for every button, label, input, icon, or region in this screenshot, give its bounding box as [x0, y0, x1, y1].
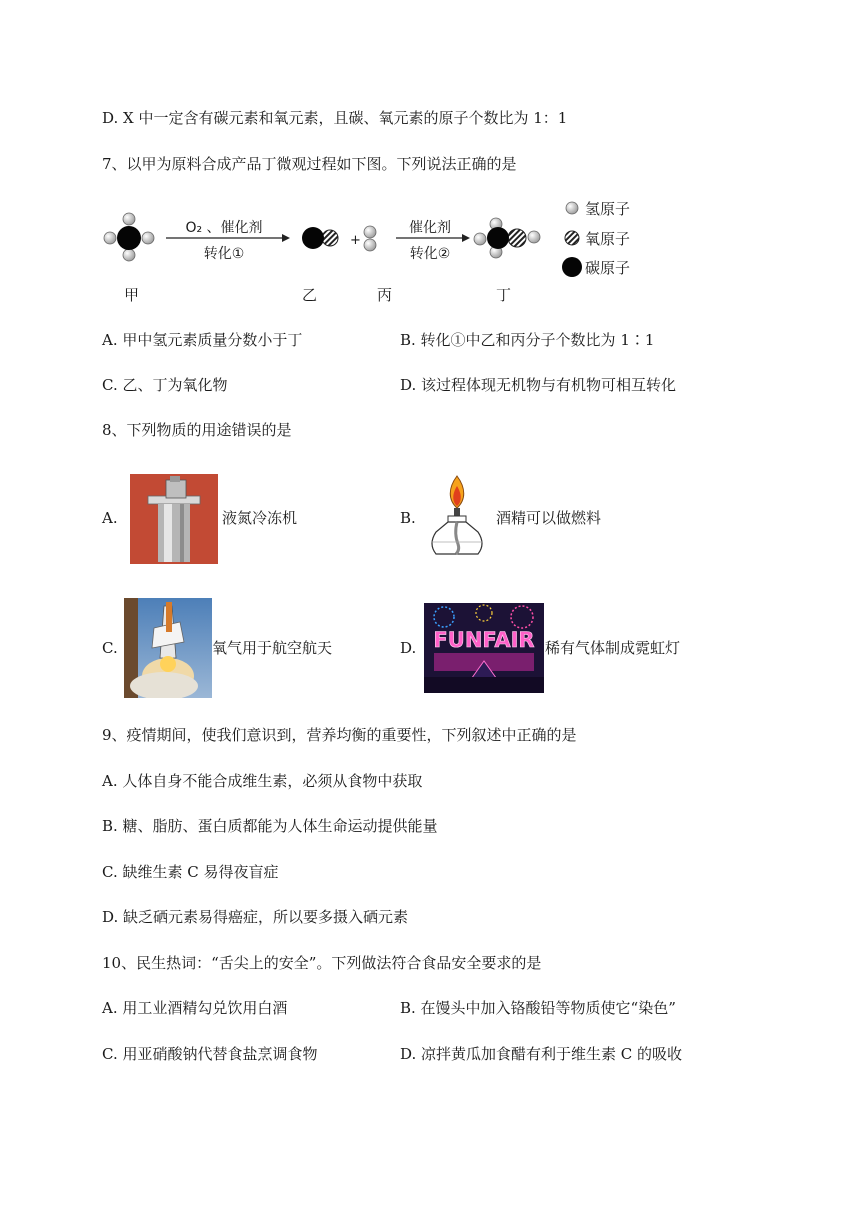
q9-option-a[interactable]: A. 人体自身不能合成维生素，必须从食物中获取 [102, 772, 423, 790]
label-ding: 丁 [496, 286, 512, 304]
q7-reaction-diagram [100, 190, 660, 308]
hydrogen-legend-icon [566, 202, 578, 214]
q10-stem: 10、民生热词：“舌尖上的安全”。下列做法符合食品安全要求的是 [102, 954, 542, 972]
funfair-sign-text: FUNFAIR [433, 628, 535, 652]
methane-molecule [104, 213, 154, 261]
arrow1-top-label: O₂ 、催化剂 [185, 220, 263, 236]
q7-option-a[interactable]: A. 甲中氢元素质量分数小于丁 [102, 331, 303, 349]
q10-option-a[interactable]: A. 用工业酒精勾兑饮用白酒 [102, 999, 288, 1017]
label-bing: 丙 [377, 286, 393, 304]
q9-option-c[interactable]: C. 缺维生素 C 易得夜盲症 [102, 863, 279, 881]
methanol-molecule [474, 218, 540, 258]
q7-option-d[interactable]: D. 该过程体现无机物与有机物可相互转化 [400, 376, 677, 394]
label-yi: 乙 [302, 286, 318, 304]
q8-option-d-letter[interactable]: D. [400, 639, 417, 657]
q8-option-c-letter[interactable]: C. [102, 639, 118, 657]
arrow1-bottom-label: 转化① [203, 246, 245, 262]
q8-option-b-text: 酒精可以做燃料 [496, 509, 602, 527]
q9-option-b[interactable]: B. 糖、脂肪、蛋白质都能为人体生命运动提供能量 [102, 817, 438, 835]
q9-stem: 9、疫情期间，使我们意识到，营养均衡的重要性，下列叙述中正确的是 [102, 726, 577, 744]
co-molecule [302, 227, 338, 249]
arrow2-bottom-label: 转化② [409, 246, 451, 262]
alcohol-lamp-image [424, 472, 490, 564]
legend-oxygen: 氧原子 [585, 230, 631, 248]
q8-option-a-text: 液氮冷冻机 [222, 509, 298, 527]
q8-stem: 8、下列物质的用途错误的是 [102, 421, 292, 439]
q8-option-b-letter[interactable]: B. [400, 509, 416, 527]
neon-funfair-image [424, 603, 544, 693]
q6-option-d: D. X 中一定含有碳元素和氧元素，且碳、氧元素的原子个数比为 1：1 [102, 109, 568, 127]
q7-option-b[interactable]: B. 转化①中乙和丙分子个数比为 1∶1 [400, 331, 655, 349]
q8-option-d-text: 稀有气体制成霓虹灯 [545, 639, 681, 657]
oxygen-legend-icon [565, 231, 579, 245]
q7-option-c[interactable]: C. 乙、丁为氧化物 [102, 376, 228, 394]
liquid-nitrogen-freezer-image [130, 474, 218, 564]
q10-option-b[interactable]: B. 在馒头中加入铬酸铅等物质使它“染色” [400, 999, 676, 1017]
q7-stem: 7、以甲为原料合成产品丁微观过程如下图。下列说法正确的是 [102, 155, 517, 173]
q10-option-c[interactable]: C. 用亚硝酸钠代替食盐烹调食物 [102, 1045, 318, 1063]
q10-option-d[interactable]: D. 凉拌黄瓜加食醋有利于维生素 C 的吸收 [400, 1045, 683, 1063]
legend-carbon: 碳原子 [585, 259, 631, 277]
label-jia: 甲 [124, 286, 140, 304]
space-shuttle-launch-image [124, 598, 212, 698]
h2-molecule [364, 226, 376, 251]
atom-legend [562, 200, 630, 277]
legend-hydrogen: 氢原子 [585, 200, 631, 218]
q8-option-c-text: 氧气用于航空航天 [212, 639, 333, 657]
q9-option-d[interactable]: D. 缺乏硒元素易得癌症，所以要多摄入硒元素 [102, 908, 409, 926]
plus-sign: + [350, 233, 361, 248]
arrow2-top-label: 催化剂 [409, 220, 451, 236]
q8-option-a-letter[interactable]: A. [102, 509, 118, 527]
carbon-legend-icon [562, 257, 582, 277]
